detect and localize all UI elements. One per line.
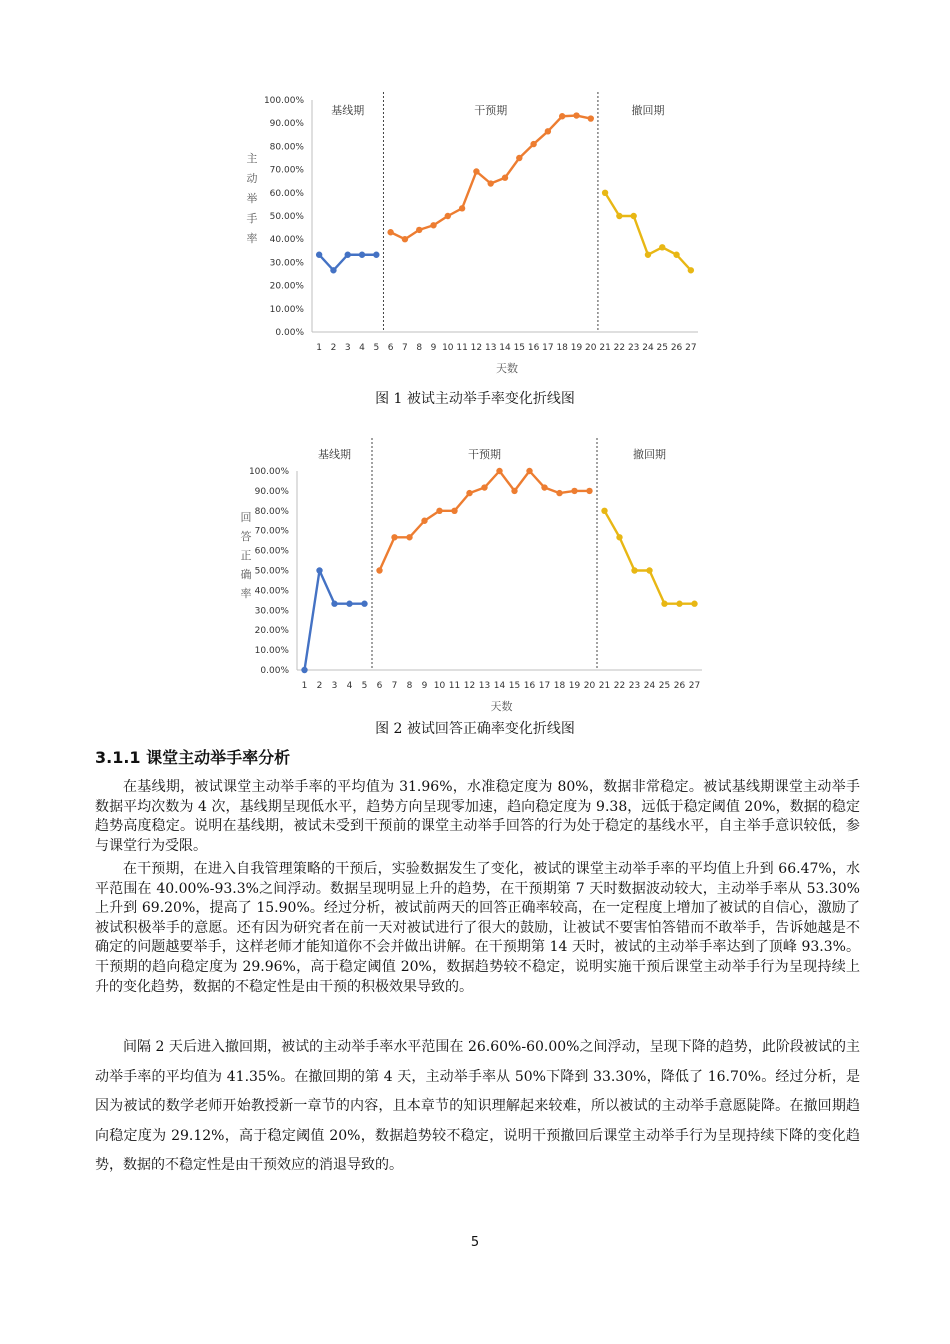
y-axis-label-char: 率 bbox=[240, 587, 252, 600]
data-point bbox=[556, 490, 562, 496]
chart-raise-hand-rate-svg bbox=[230, 92, 720, 382]
data-point bbox=[416, 227, 422, 233]
data-point bbox=[331, 601, 337, 607]
data-point bbox=[691, 601, 697, 607]
data-point bbox=[646, 567, 652, 573]
data-point bbox=[361, 601, 367, 607]
data-point bbox=[631, 567, 637, 573]
y-axis-label-char: 动 bbox=[246, 172, 258, 185]
phase-label: 撤回期 bbox=[631, 104, 665, 117]
x-tick-label: 22 bbox=[613, 681, 626, 691]
y-tick-label: 10.00% bbox=[254, 646, 289, 657]
chart-answer-accuracy bbox=[230, 438, 720, 720]
y-axis-label-char: 举 bbox=[246, 192, 258, 205]
data-point bbox=[481, 484, 487, 490]
y-axis-label-char: 正 bbox=[240, 549, 252, 562]
x-tick-label: 4 bbox=[346, 681, 353, 691]
y-tick-label: 0.00% bbox=[260, 666, 289, 676]
data-point bbox=[301, 667, 307, 673]
x-tick-label: 19 bbox=[570, 343, 583, 353]
data-point bbox=[559, 113, 565, 119]
x-tick-label: 23 bbox=[627, 343, 640, 353]
data-point bbox=[421, 518, 427, 524]
data-point bbox=[436, 508, 442, 514]
y-tick-label: 100.00% bbox=[263, 96, 304, 106]
y-tick-label: 50.00% bbox=[254, 566, 289, 577]
x-tick-label: 27 bbox=[685, 343, 697, 353]
paragraph-withdrawal: 间隔 2 天后进入撤回期，被试的主动举手率水平范围在 26.60%-60.00%之间浮动，呈现下降的趋势，此阶段被试的主动举手率的平均值为 41.35%。在撤回期的第 4 天，主动举手率从 50%下降到 33.30%，降低了 16.70%。经过分析，是因为被试的数学老师开始教授新一章节的内容，且本章节的知识理解起来较难，所以被试的主动举手意愿陡降。在撤回期趋向稳定度为 29.12%，高于稳定阈值 20%，数据趋势较不稳定，说明干预撤回后课堂主动举手行为呈现持续下降的变化趋势，数据的不稳定性是由干预效应的消退导致的。 bbox=[95, 1039, 860, 1173]
y-tick-label: 80.00% bbox=[254, 506, 289, 517]
x-tick-label: 9 bbox=[421, 681, 428, 691]
data-point bbox=[488, 180, 494, 186]
x-tick-label: 24 bbox=[642, 343, 654, 353]
data-point bbox=[676, 601, 682, 607]
data-point bbox=[496, 468, 502, 474]
x-tick-label: 10 bbox=[433, 681, 446, 691]
series-line bbox=[305, 571, 365, 671]
x-tick-label: 2 bbox=[316, 681, 323, 691]
data-point bbox=[571, 488, 577, 494]
data-point bbox=[346, 601, 352, 607]
x-tick-label: 11 bbox=[456, 343, 468, 353]
x-tick-label: 18 bbox=[556, 343, 568, 353]
x-tick-label: 16 bbox=[527, 343, 540, 353]
x-tick-label: 14 bbox=[499, 343, 511, 353]
y-tick-label: 70.00% bbox=[269, 165, 304, 176]
figure-2-caption: 图 2 被试回答正确率变化折线图 bbox=[375, 721, 575, 737]
figure-1-caption: 图 1 被试主动举手率变化折线图 bbox=[375, 391, 575, 407]
data-point bbox=[541, 484, 547, 490]
page-number: 5 bbox=[470, 1235, 480, 1250]
y-tick-label: 40.00% bbox=[254, 586, 289, 597]
chart-answer-accuracy-svg bbox=[230, 438, 720, 720]
data-point bbox=[376, 567, 382, 573]
y-tick-label: 30.00% bbox=[269, 258, 304, 269]
y-axis-label-char: 回 bbox=[240, 511, 252, 524]
x-tick-label: 19 bbox=[568, 681, 581, 691]
x-tick-label: 5 bbox=[361, 681, 368, 691]
data-point bbox=[573, 112, 579, 118]
x-tick-label: 12 bbox=[463, 681, 476, 691]
data-point bbox=[373, 252, 379, 258]
x-tick-label: 6 bbox=[376, 681, 383, 691]
data-point bbox=[588, 115, 594, 121]
y-tick-label: 80.00% bbox=[269, 142, 304, 153]
x-tick-label: 1 bbox=[316, 343, 323, 353]
x-tick-label: 27 bbox=[688, 681, 701, 691]
y-tick-label: 70.00% bbox=[254, 526, 289, 537]
y-tick-label: 30.00% bbox=[254, 606, 289, 617]
x-tick-label: 26 bbox=[670, 343, 683, 353]
y-tick-label: 20.00% bbox=[254, 626, 289, 637]
y-tick-label: 60.00% bbox=[269, 188, 304, 199]
x-tick-label: 15 bbox=[513, 343, 526, 353]
data-point bbox=[616, 534, 622, 540]
x-tick-label: 15 bbox=[508, 681, 521, 691]
y-tick-label: 90.00% bbox=[269, 119, 304, 130]
x-tick-label: 21 bbox=[599, 343, 611, 353]
data-point bbox=[616, 213, 622, 219]
data-point bbox=[402, 236, 408, 242]
data-point bbox=[406, 534, 412, 540]
x-axis-label: 天数 bbox=[496, 362, 518, 375]
y-tick-label: 60.00% bbox=[254, 546, 289, 557]
data-point bbox=[602, 190, 608, 196]
x-axis-label: 天数 bbox=[490, 700, 513, 713]
x-tick-label: 24 bbox=[643, 681, 656, 691]
y-tick-label: 40.00% bbox=[269, 235, 304, 246]
phase-label: 基线期 bbox=[331, 104, 365, 117]
y-tick-label: 20.00% bbox=[269, 281, 304, 292]
data-point bbox=[586, 488, 592, 494]
data-point bbox=[673, 252, 679, 258]
data-point bbox=[511, 488, 517, 494]
data-point bbox=[459, 205, 465, 211]
data-point bbox=[530, 141, 536, 147]
x-tick-label: 9 bbox=[430, 343, 437, 353]
x-tick-label: 8 bbox=[416, 343, 423, 353]
y-tick-label: 90.00% bbox=[254, 486, 289, 497]
y-tick-label: 100.00% bbox=[248, 467, 289, 477]
x-tick-label: 2 bbox=[330, 343, 337, 353]
data-point bbox=[516, 155, 522, 161]
series-line bbox=[391, 116, 591, 240]
data-point bbox=[445, 213, 451, 219]
y-axis-label-char: 率 bbox=[246, 232, 258, 245]
phase-label: 基线期 bbox=[318, 448, 351, 461]
phase-label: 干预期 bbox=[474, 104, 508, 117]
paragraph-intervention: 在干预期，在进入自我管理策略的干预后，实验数据发生了变化，被试的课堂主动举手率的平均值上升到 66.47%，水平范围在 40.00%-93.3%之间浮动。数据呈现明显上升的趋势，在干预期第 7 天时数据波动较大，主动举手率从 53.30%上升到 69.20%，提高了 15.90%。经过分析，被试前两天的回答正确率较高，在一定程度上增加了被试的自信心，激励了被试积极举手的意愿。还有因为研究者在前一天对被试进行了很大的鼓励，让被试不要害怕答错而不敢举手，告诉她越是不确定的问题越要举手，这样老师才能知道你不会并做出讲解。在干预期第 14 天时，被试的主动举手率达到了顶峰 93.3%。干预期的趋向稳定度为 29.96%，高于稳定阈值 20%，数据趋势较不稳定，说明实施干预后课堂主动举手行为呈现持续上升的变化趋势，数据的不稳定性是由干预的积极效果导致的。 bbox=[95, 861, 860, 995]
x-tick-label: 22 bbox=[613, 343, 626, 353]
data-point bbox=[645, 252, 651, 258]
data-point bbox=[502, 175, 508, 181]
x-tick-label: 5 bbox=[373, 343, 380, 353]
data-point bbox=[473, 168, 479, 174]
x-tick-label: 8 bbox=[406, 681, 413, 691]
chart-raise-hand-rate bbox=[230, 92, 720, 382]
data-point bbox=[601, 508, 607, 514]
y-tick-label: 10.00% bbox=[269, 304, 304, 315]
x-tick-label: 25 bbox=[656, 343, 668, 353]
y-axis-label-char: 手 bbox=[246, 212, 258, 225]
data-point bbox=[545, 128, 551, 134]
data-point bbox=[430, 222, 436, 228]
paragraph-baseline: 在基线期，被试课堂主动举手率的平均值为 31.96%，水准稳定度为 80%，数据非常稳定。被试基线期课堂主动举手数据平均次数为 4 次，基线期呈现低水平，趋势方向呈现零加速，趋向稳定度为 9.38，远低于稳定阈值 20%，数据的稳定趋势高度稳定。说明在基线期，被试未受到干预前的课堂主动举手回答的行为处于稳定的基线水平，自主举手意识较低，参与课堂行为受限。 bbox=[95, 779, 860, 854]
data-point bbox=[659, 244, 665, 250]
y-axis-label-char: 答 bbox=[240, 530, 252, 543]
data-point bbox=[391, 534, 397, 540]
x-tick-label: 3 bbox=[331, 681, 338, 691]
y-axis-label-char: 确 bbox=[240, 568, 252, 581]
x-tick-label: 14 bbox=[493, 681, 506, 691]
phase-label: 干预期 bbox=[468, 448, 501, 461]
series-line bbox=[605, 193, 691, 270]
data-point bbox=[630, 213, 636, 219]
x-tick-label: 7 bbox=[391, 681, 398, 691]
x-tick-label: 3 bbox=[344, 343, 351, 353]
data-point bbox=[688, 267, 694, 273]
x-tick-label: 12 bbox=[470, 343, 483, 353]
data-point bbox=[316, 252, 322, 258]
x-tick-label: 21 bbox=[598, 681, 611, 691]
x-tick-label: 16 bbox=[523, 681, 536, 691]
x-tick-label: 11 bbox=[448, 681, 461, 691]
x-tick-label: 13 bbox=[484, 343, 497, 353]
data-point bbox=[359, 252, 365, 258]
x-tick-label: 17 bbox=[538, 681, 551, 691]
data-point bbox=[451, 508, 457, 514]
data-point bbox=[345, 252, 351, 258]
x-tick-label: 10 bbox=[442, 343, 454, 353]
data-point bbox=[466, 490, 472, 496]
data-point bbox=[330, 267, 336, 273]
x-tick-label: 13 bbox=[478, 681, 491, 691]
x-tick-label: 6 bbox=[387, 343, 394, 353]
x-tick-label: 20 bbox=[583, 681, 596, 691]
data-point bbox=[316, 567, 322, 573]
x-tick-label: 26 bbox=[673, 681, 686, 691]
x-tick-label: 25 bbox=[658, 681, 671, 691]
x-tick-label: 18 bbox=[553, 681, 566, 691]
x-tick-label: 7 bbox=[402, 343, 408, 353]
y-axis-label-char: 主 bbox=[246, 152, 258, 165]
data-point bbox=[387, 229, 393, 235]
phase-label: 撤回期 bbox=[633, 448, 666, 461]
x-tick-label: 20 bbox=[585, 343, 597, 353]
x-tick-label: 17 bbox=[542, 343, 554, 353]
x-tick-label: 4 bbox=[359, 343, 365, 353]
section-heading: 3.1.1 课堂主动举手率分析 bbox=[95, 748, 291, 767]
data-point bbox=[526, 468, 532, 474]
y-tick-label: 0.00% bbox=[275, 328, 304, 338]
x-tick-label: 23 bbox=[628, 681, 641, 691]
x-tick-label: 1 bbox=[301, 681, 308, 691]
data-point bbox=[661, 601, 667, 607]
y-tick-label: 50.00% bbox=[269, 212, 304, 222]
series-line bbox=[605, 511, 695, 604]
